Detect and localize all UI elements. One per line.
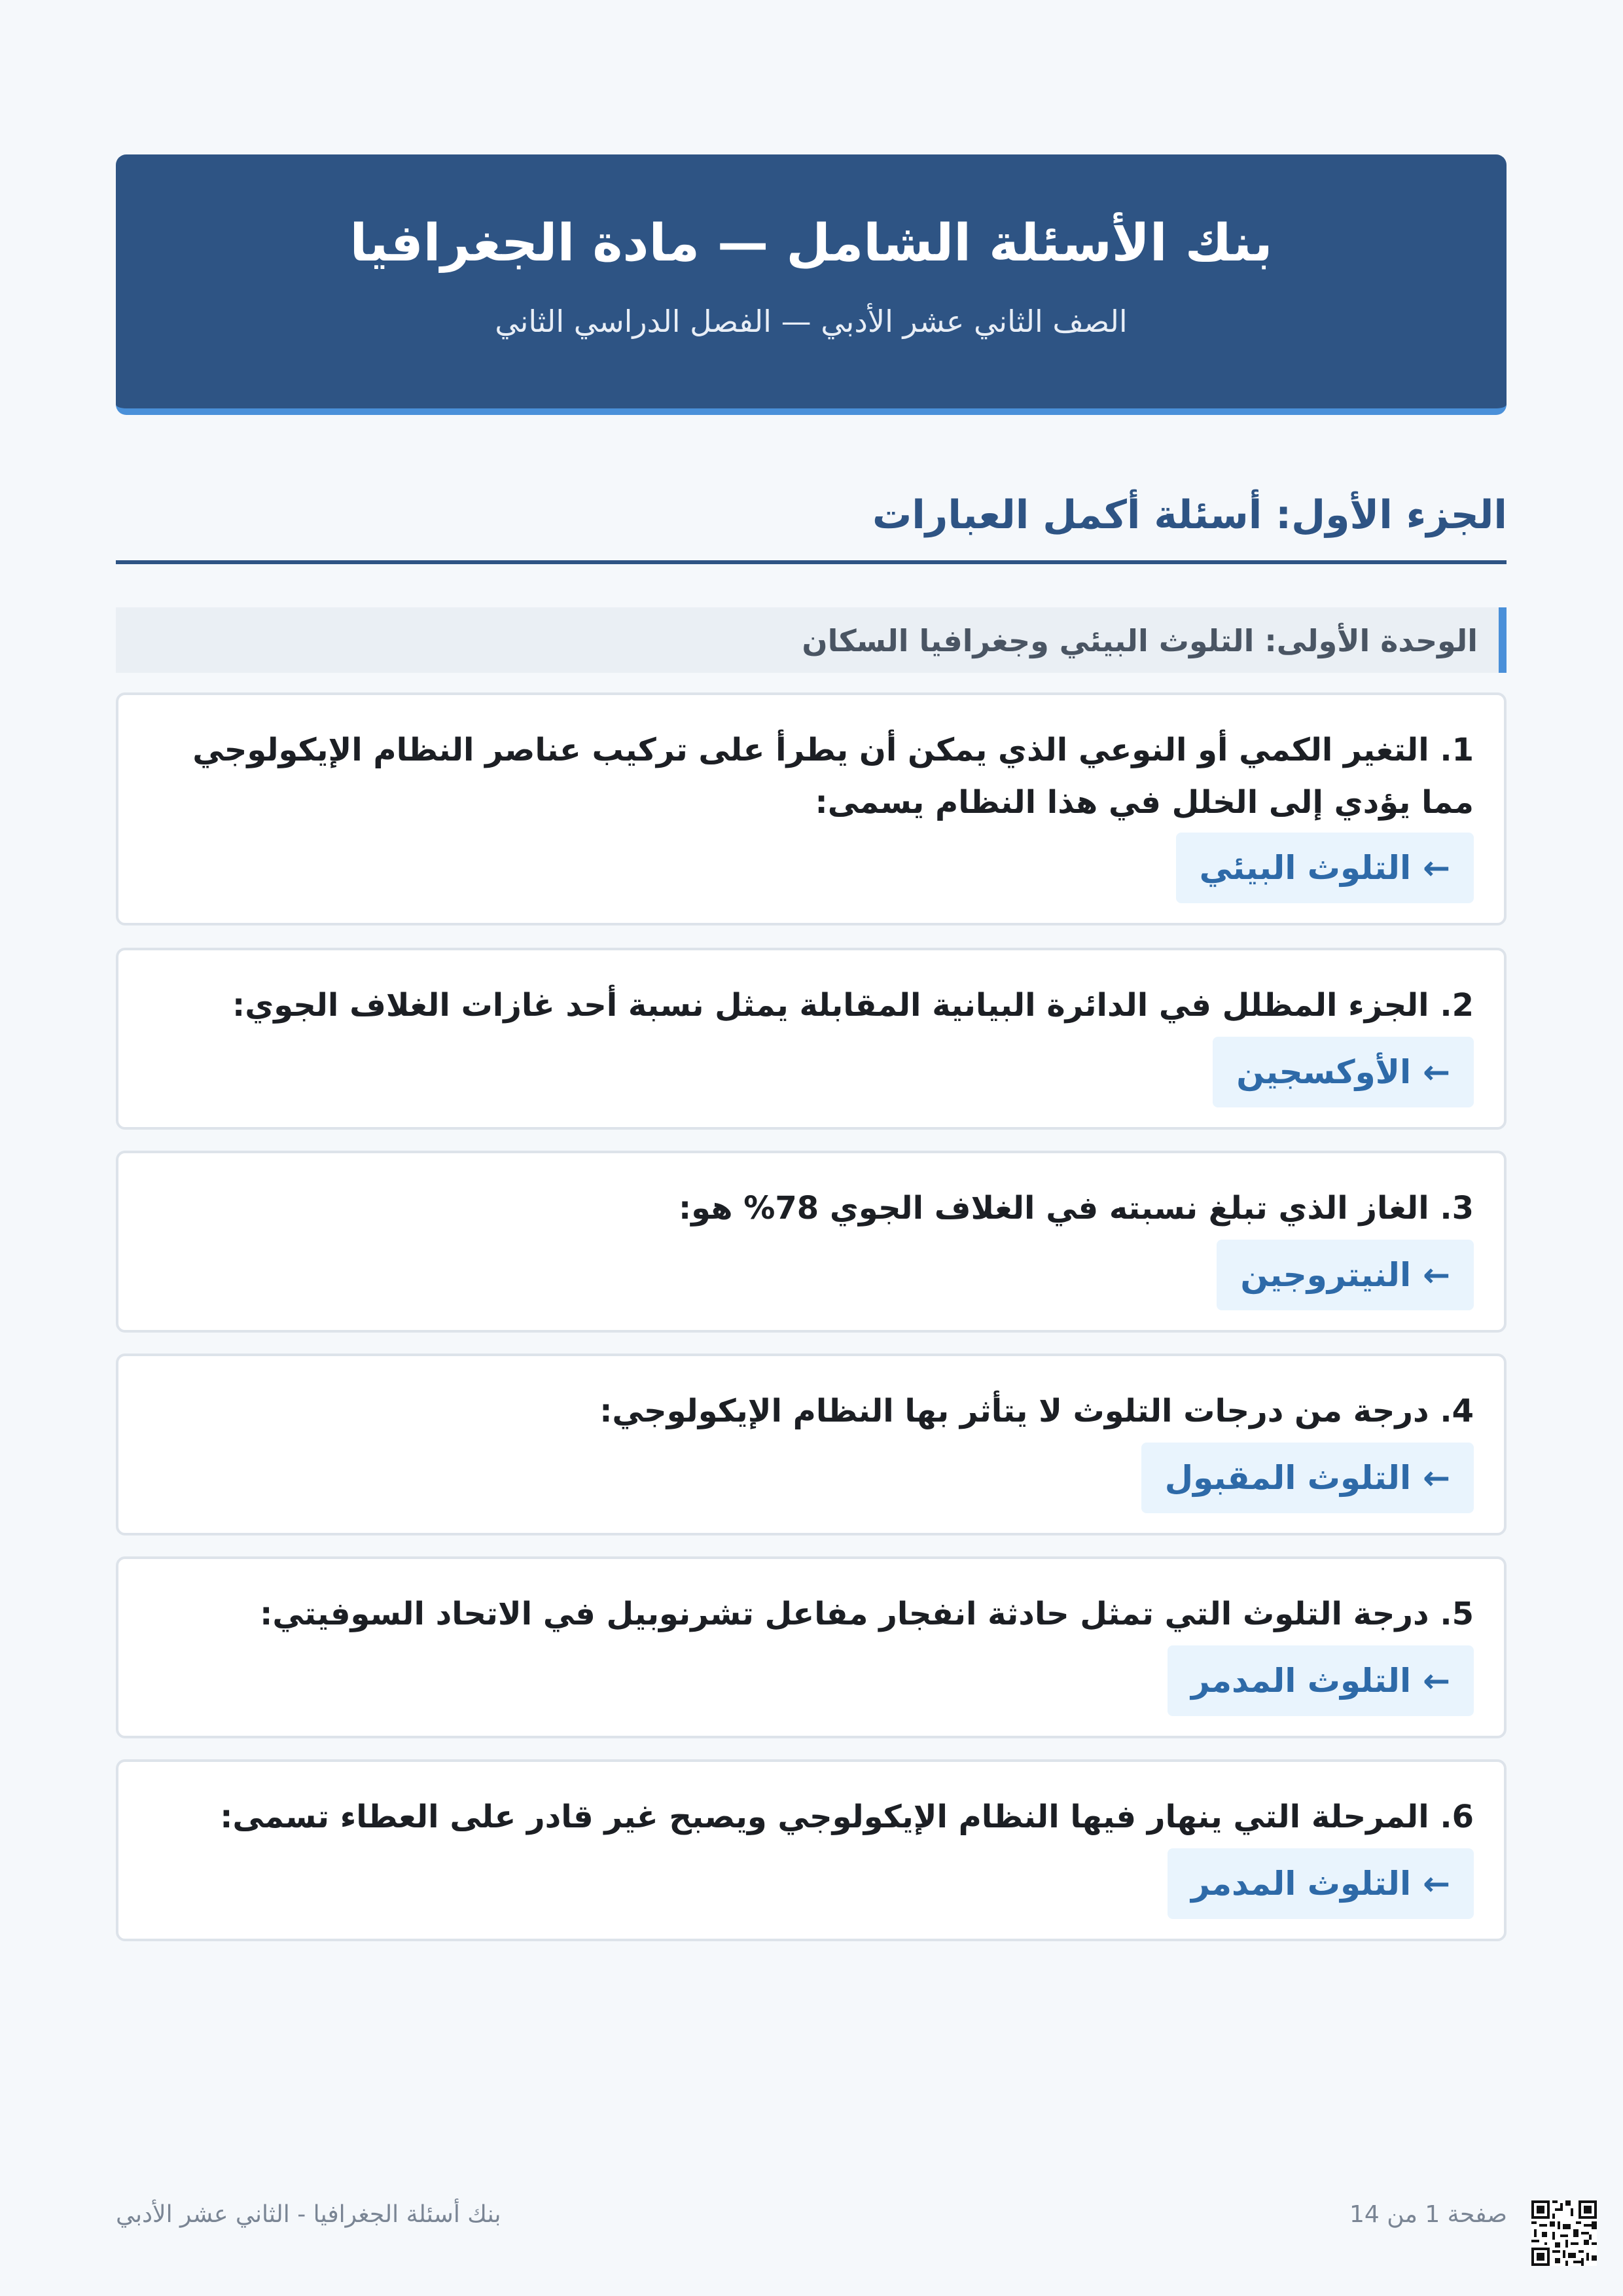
- answer-text: التلوث المدمر: [1190, 1662, 1412, 1700]
- arrow-left-icon: ←: [1423, 1662, 1450, 1700]
- answer-badge: [1213, 1037, 1474, 1107]
- answer-badge: [1168, 1645, 1474, 1716]
- question-card: [116, 948, 1507, 1130]
- question-number: 4.: [1440, 1393, 1474, 1429]
- question-body: درجة من درجات التلوث لا يتأثر بها النظام الإيكولوجي:: [599, 1393, 1429, 1429]
- answer-text: التلوث البيئي: [1199, 849, 1412, 887]
- question-text: [149, 1385, 1474, 1437]
- question-card: [116, 1151, 1507, 1333]
- question-body: الجزء المظلل في الدائرة البيانية المقابلة يمثل نسبة أحد غازات الغلاف الجوي:: [232, 987, 1429, 1024]
- question-card: [116, 692, 1507, 925]
- question-body: المرحلة التي ينهار فيها النظام الإيكولوجي ويصبح غير قادر على العطاء تسمى:: [220, 1799, 1429, 1835]
- arrow-left-icon: ←: [1423, 1459, 1450, 1497]
- question-card: [116, 1354, 1507, 1535]
- answer-badge: [1217, 1240, 1474, 1310]
- section-title: الجزء الأول: أسئلة أكمل العبارات: [872, 492, 1507, 538]
- question-body: درجة التلوث التي تمثل حادثة انفجار مفاعل تشرنوبيل في الاتحاد السوفيتي:: [260, 1596, 1429, 1632]
- answer-text: الأوكسجين: [1236, 1053, 1412, 1091]
- question-card: [116, 1556, 1507, 1738]
- unit-title: الوحدة الأولى: التلوث البيئي وجغرافيا السكان: [802, 623, 1478, 658]
- question-text: [149, 1182, 1474, 1234]
- question-number: 5.: [1440, 1596, 1474, 1632]
- document-title: بنك الأسئلة الشامل — مادة الجغرافيا: [349, 214, 1273, 273]
- answer-badge: [1168, 1848, 1474, 1919]
- question-text: [149, 1588, 1474, 1640]
- answer-text: التلوث المدمر: [1190, 1865, 1412, 1903]
- section-divider: [116, 560, 1507, 564]
- document-subtitle: الصف الثاني عشر الأدبي — الفصل الدراسي الثاني: [495, 304, 1128, 339]
- arrow-left-icon: ←: [1423, 1256, 1450, 1294]
- arrow-left-icon: ←: [1423, 849, 1450, 887]
- header-banner: [116, 154, 1507, 415]
- question-number: 6.: [1440, 1799, 1474, 1835]
- arrow-left-icon: ←: [1423, 1053, 1450, 1091]
- page-number: صفحة 1 من 14: [1349, 2201, 1507, 2228]
- unit-header: [116, 607, 1507, 673]
- question-body: الغاز الذي تبلغ نسبته في الغلاف الجوي 78% هو:: [678, 1190, 1429, 1227]
- question-text: [149, 1791, 1474, 1843]
- question-number: 1.: [1440, 732, 1474, 768]
- qr-code-icon: [1531, 2200, 1597, 2266]
- footer-title: بنك أسئلة الجغرافيا - الثاني عشر الأدبي: [116, 2201, 501, 2228]
- answer-text: النيتروجين: [1240, 1256, 1412, 1294]
- question-number: 2.: [1440, 987, 1474, 1024]
- question-text: [149, 724, 1474, 829]
- question-text: [149, 979, 1474, 1031]
- answer-badge: [1141, 1443, 1474, 1513]
- question-card: [116, 1759, 1507, 1941]
- answer-badge: [1176, 833, 1474, 903]
- question-body: التغير الكمي أو النوعي الذي يمكن أن يطرأ على تركيب عناصر النظام الإيكولوجي مما يؤدي إلى الخلل في هذا النظام يسمى:: [192, 732, 1474, 821]
- arrow-left-icon: ←: [1423, 1865, 1450, 1903]
- question-number: 3.: [1440, 1190, 1474, 1227]
- answer-text: التلوث المقبول: [1164, 1459, 1412, 1497]
